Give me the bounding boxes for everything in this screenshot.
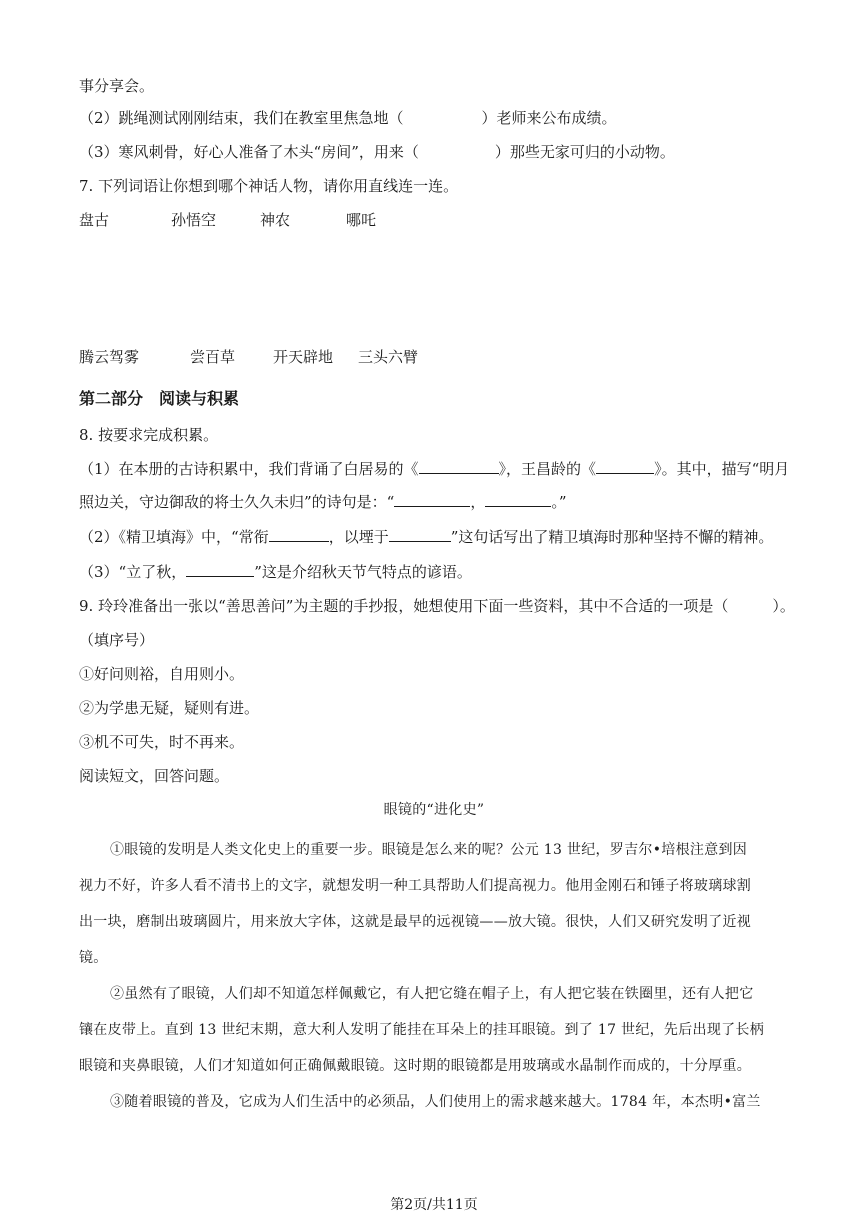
q7-stem: 7. 下列词语让你想到哪个神话人物，请你用直线连一连。 (79, 177, 459, 195)
q8-text: ， (470, 493, 486, 511)
q9-option: ①好问则裕，自用则小。 (79, 665, 245, 683)
q8-blank-verse-1[interactable] (394, 492, 470, 507)
q8-text: （3）“立了秋， (79, 563, 187, 581)
q8-text: 》，王昌龄的《 (498, 460, 597, 478)
page-number: 第2页/共11页 (390, 1197, 478, 1213)
article-line: ①眼镜的发明是人类文化史上的重要一步。眼镜是怎么来的呢？公元 13 世纪，罗吉尔•培根注意到因 (110, 842, 748, 858)
q8-text: 》。其中，描写“明月 (654, 460, 790, 478)
q6-item-3 (79, 142, 675, 162)
article-line: ②虽然有了眼镜，人们却不知道怎样佩戴它，有人把它缝在帽子上，有人把它装在铁圈里，还有人把它 (110, 986, 754, 1002)
q8-stem: 8. 按要求完成积累。 (79, 426, 219, 444)
q6-3-post: ）那些无家可归的小动物。 (494, 143, 675, 161)
q7-person[interactable]: 神农 (260, 211, 291, 229)
q8-blank-verse-2[interactable] (485, 492, 551, 507)
q7-phrase[interactable]: 开天辟地 (273, 348, 334, 366)
q9-stem-line (79, 596, 795, 616)
q7-phrase[interactable]: 尝百草 (190, 348, 236, 366)
q7-phrase[interactable]: 三头六臂 (358, 348, 419, 366)
q7-person[interactable]: 哪吒 (346, 211, 377, 229)
q8-blank-jingwei-1[interactable] (269, 527, 329, 542)
q8-text: （2）《精卫填海》中，“常衔 (79, 528, 269, 546)
q8-line-3 (79, 527, 773, 547)
article-title: 眼镜的“进化史” (383, 802, 485, 818)
q8-blank-proverb[interactable] (186, 562, 254, 577)
q7-phrase[interactable]: 腾云驾雾 (79, 348, 140, 366)
q8-line-4 (79, 562, 472, 582)
q8-blank-bai-juyi-poem[interactable] (419, 459, 499, 474)
q8-text: 照边关，守边御敌的将士久久未归”的诗句是：“ (79, 493, 395, 511)
article-line: 视力不好，许多人看不清书上的文字，就想发明一种工具帮助人们提高视力。他用金刚石和锤子将玻璃球割 (79, 878, 752, 894)
q9-option: ③机不可失，时不再来。 (79, 733, 245, 751)
q6-tail-text: 事分享会。 (79, 77, 155, 95)
reading-intro: 阅读短文，回答问题。 (79, 767, 230, 785)
article-line: 镜。 (79, 950, 108, 966)
q6-item-2 (79, 108, 617, 128)
q6-3-pre: （3）寒风刺骨，好心人准备了木头“房间”，用来（ (79, 143, 419, 161)
q6-2-pre: （2）跳绳测试刚刚结束，我们在教室里焦急地（ (79, 109, 404, 127)
article-line: 镶在皮带上。直到 13 世纪末期，意大利人发明了能挂在耳朵上的挂耳眼镜。到了 17 世纪，先后出现了长柄 (79, 1022, 765, 1038)
q8-blank-jingwei-2[interactable] (389, 527, 451, 542)
q7-person[interactable]: 孙悟空 (171, 211, 217, 229)
q8-text: ，以堙于 (328, 528, 389, 546)
article-line: 出一块，磨制出玻璃圆片，用来放大字体，这就是最早的远视镜——放大镜。很快，人们又研究发明了近视 (79, 914, 752, 930)
article-line: 眼镜和夹鼻眼镜，人们才知道如何正确佩戴眼镜。这时期的眼镜都是用玻璃或水晶制作而成的，十分厚重。 (79, 1058, 752, 1074)
q8-text: ”这是介绍秋天节气特点的谚语。 (254, 563, 472, 581)
q8-text: 。” (551, 493, 567, 511)
q9-note: （填序号） (79, 631, 155, 649)
q9-option: ②为学患无疑，疑则有进。 (79, 699, 260, 717)
q8-blank-wang-changling-poem[interactable] (596, 459, 654, 474)
q6-2-post: ）老师来公布成绩。 (481, 109, 617, 127)
q7-person[interactable]: 盘古 (79, 211, 110, 229)
q9-stem-end: ）。 (772, 597, 795, 615)
q9-stem: 9. 玲玲准备出一张以“善思善问”为主题的手抄报，她想使用下面一些资料，其中不合适的一项是（ (79, 597, 729, 615)
q8-line-2 (79, 492, 567, 512)
q8-line-1 (79, 459, 789, 479)
q8-text: （1）在本册的古诗积累中，我们背诵了白居易的《 (79, 460, 419, 478)
q8-text: ”这句话写出了精卫填海时那种坚持不懈的精神。 (450, 528, 774, 546)
article-line: ③随着眼镜的普及，它成为人们生活中的必须品，人们使用上的需求越来越大。1784 年，本杰明•富兰 (110, 1094, 761, 1110)
part2-heading: 第二部分 阅读与积累 (79, 389, 240, 408)
